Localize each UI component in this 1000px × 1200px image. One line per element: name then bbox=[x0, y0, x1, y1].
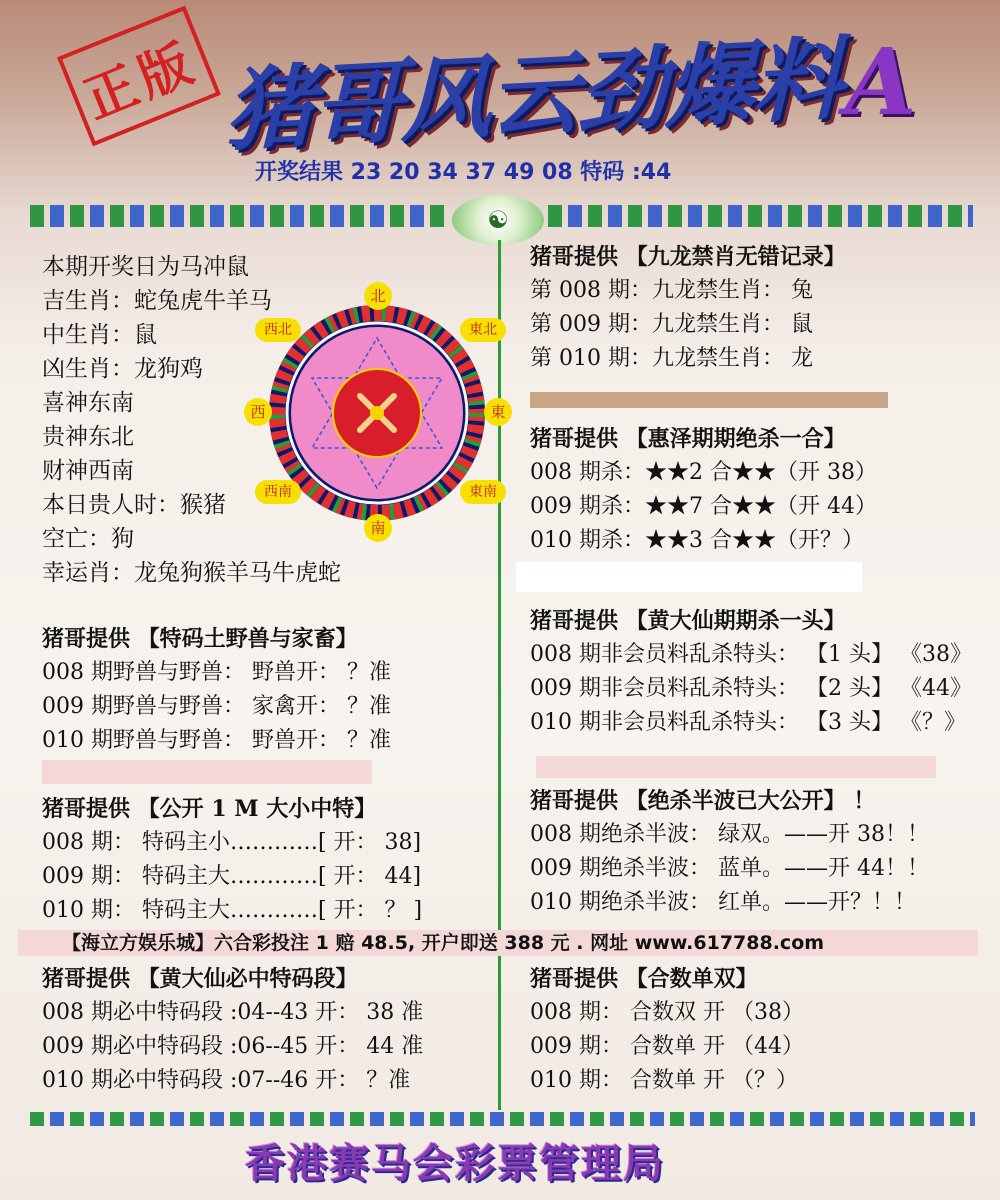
section-row: 008 期野兽与野兽： 野兽开： ？准 bbox=[42, 660, 391, 685]
info-line: 财神西南 bbox=[42, 458, 134, 484]
info-line: 吉生肖：蛇兔虎牛羊马 bbox=[42, 288, 272, 314]
section-title: 猪哥提供 【黄大仙必中特码段】 bbox=[42, 966, 358, 992]
section-row: 009 期非会员料乱杀特头： 【2 头】 《44》 bbox=[530, 676, 972, 701]
section-row: 009 期杀：★★7 合★★（开 44） bbox=[530, 494, 877, 519]
direction-marker: 東 bbox=[484, 398, 512, 426]
separator-band bbox=[530, 392, 888, 408]
section-title: 猪哥提供 【绝杀半波已大公开】 ！ bbox=[530, 788, 876, 814]
section-row: 008 期必中特码段 :04--43 开： 38 准 bbox=[42, 1000, 424, 1025]
section-wild-domestic bbox=[42, 622, 391, 758]
draw-result: 开奖结果 23 20 34 37 49 08 特码 :44 bbox=[255, 160, 672, 185]
section-row: 009 期绝杀半波： 蓝单。——开 44！！ bbox=[530, 856, 929, 881]
section-forbidden-zodiac bbox=[530, 240, 846, 376]
section-row: 008 期杀：★★2 合★★（开 38） bbox=[530, 460, 877, 485]
separator-band bbox=[536, 756, 936, 778]
section-title: 猪哥提供 【九龙禁肖无错记录】 bbox=[530, 244, 846, 270]
section-title: 猪哥提供 【合数单双】 bbox=[530, 966, 758, 992]
info-line: 贵神东北 bbox=[42, 424, 134, 450]
direction-marker: 南 bbox=[364, 514, 392, 542]
direction-marker: 北 bbox=[364, 282, 392, 310]
stamp-text: 正版 bbox=[75, 30, 207, 131]
section-row: 008 期： 合数双 开 （38） bbox=[530, 1000, 804, 1025]
section-odd-even bbox=[530, 962, 804, 1098]
footer-title: 香港赛马会彩票管理局 bbox=[245, 1140, 665, 1187]
section-row: 008 期： 特码主小…………[ 开： 38] bbox=[42, 830, 422, 855]
section-number-range bbox=[42, 962, 423, 1098]
section-row: 009 期： 特码主大…………[ 开： 44] bbox=[42, 864, 422, 889]
direction-marker: 東北 bbox=[460, 318, 506, 342]
wave-divider-bottom bbox=[30, 1112, 975, 1126]
section-kill-head bbox=[530, 604, 972, 740]
info-line: 喜神东南 bbox=[42, 390, 134, 416]
section-title: 猪哥提供 【惠泽期期绝杀一合】 bbox=[530, 426, 846, 452]
section-row: 第 009 期：九龙禁生肖： 鼠 bbox=[530, 312, 813, 337]
section-row: 010 期非会员料乱杀特头： 【3 头】 《？》 bbox=[530, 710, 966, 735]
section-row: 010 期绝杀半波： 红单。——开？！！ bbox=[530, 890, 916, 915]
section-row: 010 期： 合数单 开 （？） bbox=[530, 1068, 798, 1093]
section-title: 猪哥提供 【特码土野兽与家畜】 bbox=[42, 626, 358, 652]
page-title: 猪哥风云劲爆料 bbox=[225, 25, 841, 165]
info-line: 幸运肖：龙兔狗猴羊马牛虎蛇 bbox=[42, 560, 341, 586]
section-row: 009 期必中特码段 :06--45 开： 44 准 bbox=[42, 1034, 424, 1059]
column-divider bbox=[498, 240, 501, 1110]
section-row: 009 期野兽与野兽： 家禽开： ？准 bbox=[42, 694, 391, 719]
info-line: 本日贵人时：猴猪 bbox=[42, 492, 226, 518]
section-half-wave bbox=[530, 784, 929, 920]
edition-letter: A bbox=[845, 28, 917, 136]
wave-divider-right bbox=[548, 205, 973, 227]
section-row: 010 期必中特码段 :07--46 开： ？准 bbox=[42, 1068, 411, 1093]
section-row: 008 期绝杀半波： 绿双。——开 38！！ bbox=[530, 822, 929, 847]
section-kill-combo bbox=[530, 422, 877, 558]
genuine-stamp bbox=[57, 6, 221, 147]
direction-marker: 東南 bbox=[460, 480, 506, 504]
info-line: 凶生肖：龙狗鸡 bbox=[42, 356, 203, 382]
info-line: 中生肖：鼠 bbox=[42, 322, 157, 348]
section-big-small bbox=[42, 792, 422, 928]
section-row: 008 期非会员料乱杀特头： 【1 头】 《38》 bbox=[530, 642, 972, 667]
separator-band bbox=[42, 760, 372, 784]
section-row: 第 010 期：九龙禁生肖： 龙 bbox=[530, 346, 813, 371]
info-line: 空亡：狗 bbox=[42, 526, 134, 552]
section-row: 第 008 期：九龙禁生肖： 兔 bbox=[530, 278, 813, 303]
info-line: 本期开奖日为马冲鼠 bbox=[42, 254, 249, 280]
ad-banner[interactable]: 【海立方娱乐城】六合彩投注 1 赔 48.5, 开户即送 388 元 . 网址 www.617788.com bbox=[18, 930, 978, 956]
direction-marker: 西南 bbox=[255, 480, 301, 504]
direction-marker: 西 bbox=[244, 398, 272, 426]
separator-band bbox=[516, 562, 862, 592]
section-title: 猪哥提供 【黄大仙期期杀一头】 bbox=[530, 608, 846, 634]
section-row: 010 期： 特码主大…………[ 开： ？ ] bbox=[42, 898, 423, 923]
section-title: 猪哥提供 【公开 1 M 大小中特】 bbox=[42, 796, 377, 822]
section-row: 010 期野兽与野兽： 野兽开： ？准 bbox=[42, 728, 391, 753]
section-row: 010 期杀：★★3 合★★（开？） bbox=[530, 528, 864, 553]
section-row: 009 期： 合数单 开 （44） bbox=[530, 1034, 804, 1059]
wave-divider-left bbox=[30, 205, 450, 227]
bagua-medallion-icon: ☯ bbox=[452, 195, 544, 245]
direction-marker: 西北 bbox=[255, 318, 301, 342]
